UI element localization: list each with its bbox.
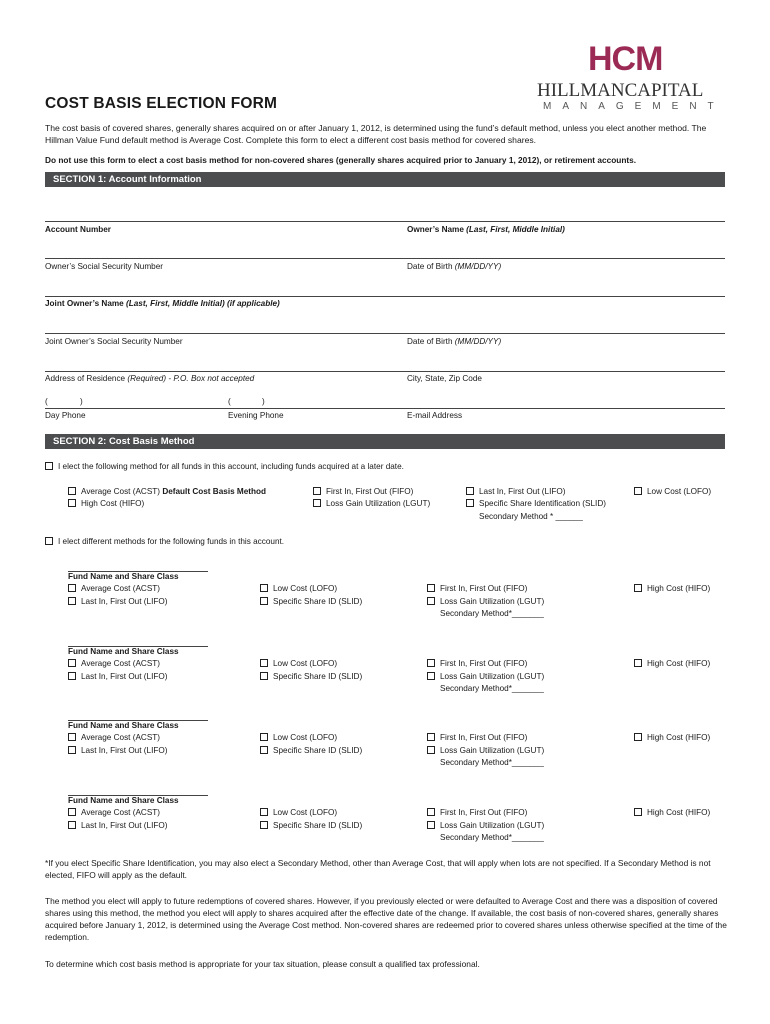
- city-label: City, State, Zip Code: [407, 374, 482, 383]
- fund-slid-option[interactable]: [260, 597, 362, 606]
- checkbox-icon[interactable]: [68, 584, 76, 592]
- address-label: Address of Residence (Required) - P.O. Box not accepted: [45, 374, 255, 383]
- dob-label: Date of Birth (MM/DD/YY): [407, 262, 502, 271]
- field-line: [45, 258, 725, 259]
- page-title: COST BASIS ELECTION FORM: [45, 95, 278, 112]
- fund-lofo-option-label: Low Cost (LOFO): [273, 733, 338, 742]
- checkbox-icon[interactable]: [466, 487, 474, 495]
- checkbox-icon[interactable]: [427, 584, 435, 592]
- checkbox-icon[interactable]: [634, 733, 642, 741]
- fund-name-label-label: Fund Name and Share Class: [68, 796, 179, 805]
- fund-name-label: [68, 647, 179, 656]
- checkbox-icon[interactable]: [45, 537, 53, 545]
- all-fifo-option[interactable]: First In, First Out (FIFO): [313, 487, 413, 496]
- warning-text: Do not use this form to elect a cost basis method for non-covered shares (generally shares acquired prior to January 1, 2012), or retirement accounts.: [45, 155, 637, 165]
- fund-lifo-option[interactable]: [68, 746, 167, 755]
- checkbox-icon[interactable]: [68, 733, 76, 741]
- checkbox-icon[interactable]: [427, 597, 435, 605]
- fund-slid-option-label: Specific Share ID (SLID): [273, 672, 363, 681]
- checkbox-icon[interactable]: [260, 746, 268, 754]
- fund-fifo-option[interactable]: [427, 659, 527, 668]
- checkbox-icon[interactable]: [68, 808, 76, 816]
- fund-lgut-option[interactable]: [427, 821, 544, 830]
- fund-fifo-option-label: First In, First Out (FIFO): [440, 584, 528, 593]
- fund-hifo-option-label: High Cost (HIFO): [647, 659, 711, 668]
- fund-lgut-option-label: Loss Gain Utilization (LGUT): [440, 597, 545, 606]
- fund-lofo-option[interactable]: [260, 733, 337, 742]
- fund-slid-option-label: Specific Share ID (SLID): [273, 746, 363, 755]
- fund-lofo-option-label: Low Cost (LOFO): [273, 584, 338, 593]
- fund-fifo-option-label: First In, First Out (FIFO): [440, 808, 528, 817]
- fund-lofo-option-label: Low Cost (LOFO): [273, 659, 338, 668]
- fund-fifo-option-label: First In, First Out (FIFO): [440, 733, 528, 742]
- email-label: E-mail Address: [407, 411, 463, 420]
- fund-avg-option[interactable]: [68, 733, 160, 742]
- fund-fifo-option[interactable]: [427, 584, 527, 593]
- fund-slid-option-label: Specific Share ID (SLID): [273, 821, 363, 830]
- intro-text: The cost basis of covered shares, generally shares acquired on or after January 1, 2012, is determined using the fund’s default method, unless you elect another method. The Hillman Value Fund default method is Average Cost. Complete this form to elect a different cost basis method for covered shares.: [45, 123, 707, 145]
- checkbox-icon[interactable]: [260, 659, 268, 667]
- checkbox-icon[interactable]: [634, 487, 642, 495]
- joint-dob-label: Date of Birth (MM/DD/YY): [407, 337, 502, 346]
- all-lofo-option[interactable]: Low Cost (LOFO): [634, 487, 711, 496]
- fund-lgut-option-label: Loss Gain Utilization (LGUT): [440, 746, 545, 755]
- fund-secondary-method[interactable]: [440, 684, 544, 693]
- fund-avg-option-label: Average Cost (ACST): [81, 584, 161, 593]
- fund-lifo-option[interactable]: [68, 597, 167, 606]
- fund-avg-option[interactable]: [68, 584, 160, 593]
- fund-lifo-option-label: Last In, First Out (LIFO): [81, 597, 168, 606]
- fund-lgut-option-label: Loss Gain Utilization (LGUT): [440, 672, 545, 681]
- fund-slid-option-label: Specific Share ID (SLID): [273, 597, 363, 606]
- checkbox-icon[interactable]: [313, 487, 321, 495]
- fund-lofo-option[interactable]: [260, 584, 337, 593]
- field-line: [45, 296, 725, 297]
- evening-phone-paren-open: (: [228, 397, 231, 406]
- fund-lofo-option[interactable]: [260, 808, 337, 817]
- all-hifo-option[interactable]: High Cost (HIFO): [68, 499, 144, 508]
- checkbox-icon[interactable]: [68, 746, 76, 754]
- checkbox-icon[interactable]: [427, 821, 435, 829]
- checkbox-icon[interactable]: [260, 672, 268, 680]
- checkbox-icon[interactable]: [68, 597, 76, 605]
- evening-phone-label: Evening Phone: [228, 411, 284, 420]
- checkbox-icon[interactable]: [260, 808, 268, 816]
- fund-avg-option-label: Average Cost (ACST): [81, 733, 161, 742]
- fund-lifo-option-label: Last In, First Out (LIFO): [81, 672, 168, 681]
- fund-name-label: [68, 572, 179, 581]
- section2-header: SECTION 2: Cost Basis Method: [45, 434, 725, 449]
- fund-slid-option[interactable]: [260, 821, 362, 830]
- fund-hifo-option-label: High Cost (HIFO): [647, 808, 711, 817]
- fund-fifo-option[interactable]: [427, 733, 527, 742]
- checkbox-icon[interactable]: [68, 487, 76, 495]
- checkbox-icon[interactable]: [68, 499, 76, 507]
- fund-hifo-option-label: High Cost (HIFO): [647, 584, 711, 593]
- footnote-redemption: The method you elect will apply to future redemptions of covered shares. However, if you previously elected or were defaulted to Average Cost and there was a disposition of covered shares using this method, the method you elect will apply to shares acquired after the effective date of the change. If available, the cost basis of non-covered shares, generally shares acquired before January 1, 2012, is determined using the Average Cost method. Non-covered shares are redeemed prior to covered shares unless otherwise specified at the time of the redemption.: [45, 896, 727, 942]
- fund-lgut-option-label: Loss Gain Utilization (LGUT): [440, 821, 545, 830]
- fund-hifo-option[interactable]: [634, 808, 710, 817]
- fund-secondary-method-label: Secondary Method*_______: [440, 684, 544, 693]
- fund-secondary-method-label: Secondary Method*_______: [440, 833, 544, 842]
- fund-hifo-option[interactable]: [634, 733, 710, 742]
- logo-subtitle: MANAGEMENT: [543, 101, 725, 112]
- owner-name-label: Owner’s Name (Last, First, Middle Initial): [407, 225, 565, 234]
- checkbox-icon[interactable]: [68, 659, 76, 667]
- checkbox-icon[interactable]: [427, 733, 435, 741]
- fund-secondary-method[interactable]: [440, 609, 544, 618]
- day-phone-paren-close: ): [80, 397, 83, 406]
- checkbox-icon[interactable]: [634, 808, 642, 816]
- fund-secondary-method[interactable]: [440, 833, 544, 842]
- joint-ssn-label: Joint Owner’s Social Security Number: [45, 337, 183, 346]
- checkbox-icon[interactable]: [466, 499, 474, 507]
- checkbox-icon[interactable]: [427, 746, 435, 754]
- all-slid-option[interactable]: Specific Share Identification (SLID): [466, 499, 606, 508]
- fund-lofo-option[interactable]: [260, 659, 337, 668]
- fund-lifo-option-label: Last In, First Out (LIFO): [81, 821, 168, 830]
- evening-phone-paren-close: ): [262, 397, 265, 406]
- fund-secondary-method-label: Secondary Method*_______: [440, 609, 544, 618]
- day-phone-label: Day Phone: [45, 411, 86, 420]
- fund-avg-option[interactable]: [68, 659, 160, 668]
- fund-hifo-option[interactable]: [634, 584, 710, 593]
- all-lgut-option[interactable]: Loss Gain Utilization (LGUT): [313, 499, 430, 508]
- all-avg-option[interactable]: Average Cost (ACST) Default Cost Basis Method: [68, 487, 266, 496]
- checkbox-icon[interactable]: [313, 499, 321, 507]
- footnote-secondary: *If you elect Specific Share Identification, you may also elect a Secondary Method, other than Average Cost, that will apply when lots are not specified. If a Secondary Method is not elected, FIFO will apply as the default.: [45, 858, 711, 880]
- fund-name-label-label: Fund Name and Share Class: [68, 721, 179, 730]
- all-secondary-method[interactable]: Secondary Method * ______: [479, 512, 583, 521]
- checkbox-icon[interactable]: [260, 821, 268, 829]
- fund-fifo-option[interactable]: [427, 808, 527, 817]
- checkbox-icon[interactable]: [427, 808, 435, 816]
- checkbox-icon[interactable]: [427, 672, 435, 680]
- fund-secondary-method[interactable]: [440, 758, 544, 767]
- fund-lofo-option-label: Low Cost (LOFO): [273, 808, 338, 817]
- fund-name-label-label: Fund Name and Share Class: [68, 572, 179, 581]
- fund-lgut-option[interactable]: [427, 746, 544, 755]
- fund-name-label-label: Fund Name and Share Class: [68, 647, 179, 656]
- checkbox-icon[interactable]: [427, 659, 435, 667]
- checkbox-icon[interactable]: [260, 584, 268, 592]
- fund-lifo-option-label: Last In, First Out (LIFO): [81, 746, 168, 755]
- section1-header: SECTION 1: Account Information: [45, 172, 725, 187]
- fund-slid-option[interactable]: [260, 746, 362, 755]
- checkbox-icon[interactable]: [260, 733, 268, 741]
- all-lifo-option[interactable]: Last In, First Out (LIFO): [466, 487, 565, 496]
- checkbox-icon[interactable]: [45, 462, 53, 470]
- logo-mark: HCM: [588, 40, 663, 78]
- diff-funds-option[interactable]: I elect different methods for the following funds in this account.: [45, 537, 284, 546]
- field-line: [45, 221, 725, 222]
- fund-lifo-option[interactable]: [68, 821, 167, 830]
- day-phone-paren-open: (: [45, 397, 48, 406]
- fund-lifo-option[interactable]: [68, 672, 167, 681]
- checkbox-icon[interactable]: [634, 584, 642, 592]
- checkbox-icon[interactable]: [68, 821, 76, 829]
- logo-name: HILLMANCAPITAL: [537, 80, 704, 101]
- fund-lgut-option[interactable]: [427, 597, 544, 606]
- fund-hifo-option[interactable]: [634, 659, 710, 668]
- fund-slid-option[interactable]: [260, 672, 362, 681]
- field-line: [45, 371, 725, 372]
- fund-name-label: [68, 796, 179, 805]
- checkbox-icon[interactable]: [68, 672, 76, 680]
- checkbox-icon[interactable]: [260, 597, 268, 605]
- all-funds-option[interactable]: I elect the following method for all funds in this account, including funds acquired at a later date.: [45, 462, 404, 471]
- fund-lgut-option[interactable]: [427, 672, 544, 681]
- fund-avg-option[interactable]: [68, 808, 160, 817]
- account-number-label: Account Number: [45, 225, 111, 234]
- fund-name-label: [68, 721, 179, 730]
- checkbox-icon[interactable]: [634, 659, 642, 667]
- fund-fifo-option-label: First In, First Out (FIFO): [440, 659, 528, 668]
- fund-hifo-option-label: High Cost (HIFO): [647, 733, 711, 742]
- fund-avg-option-label: Average Cost (ACST): [81, 808, 161, 817]
- field-line: [45, 333, 725, 334]
- fund-avg-option-label: Average Cost (ACST): [81, 659, 161, 668]
- ssn-label: Owner’s Social Security Number: [45, 262, 164, 271]
- joint-name-label: Joint Owner’s Name (Last, First, Middle Initial) (if applicable): [45, 299, 280, 308]
- field-line: [45, 408, 725, 409]
- footnote-tax-advice: To determine which cost basis method is appropriate for your tax situation, please consult a qualified tax professional.: [45, 959, 480, 969]
- fund-secondary-method-label: Secondary Method*_______: [440, 758, 544, 767]
